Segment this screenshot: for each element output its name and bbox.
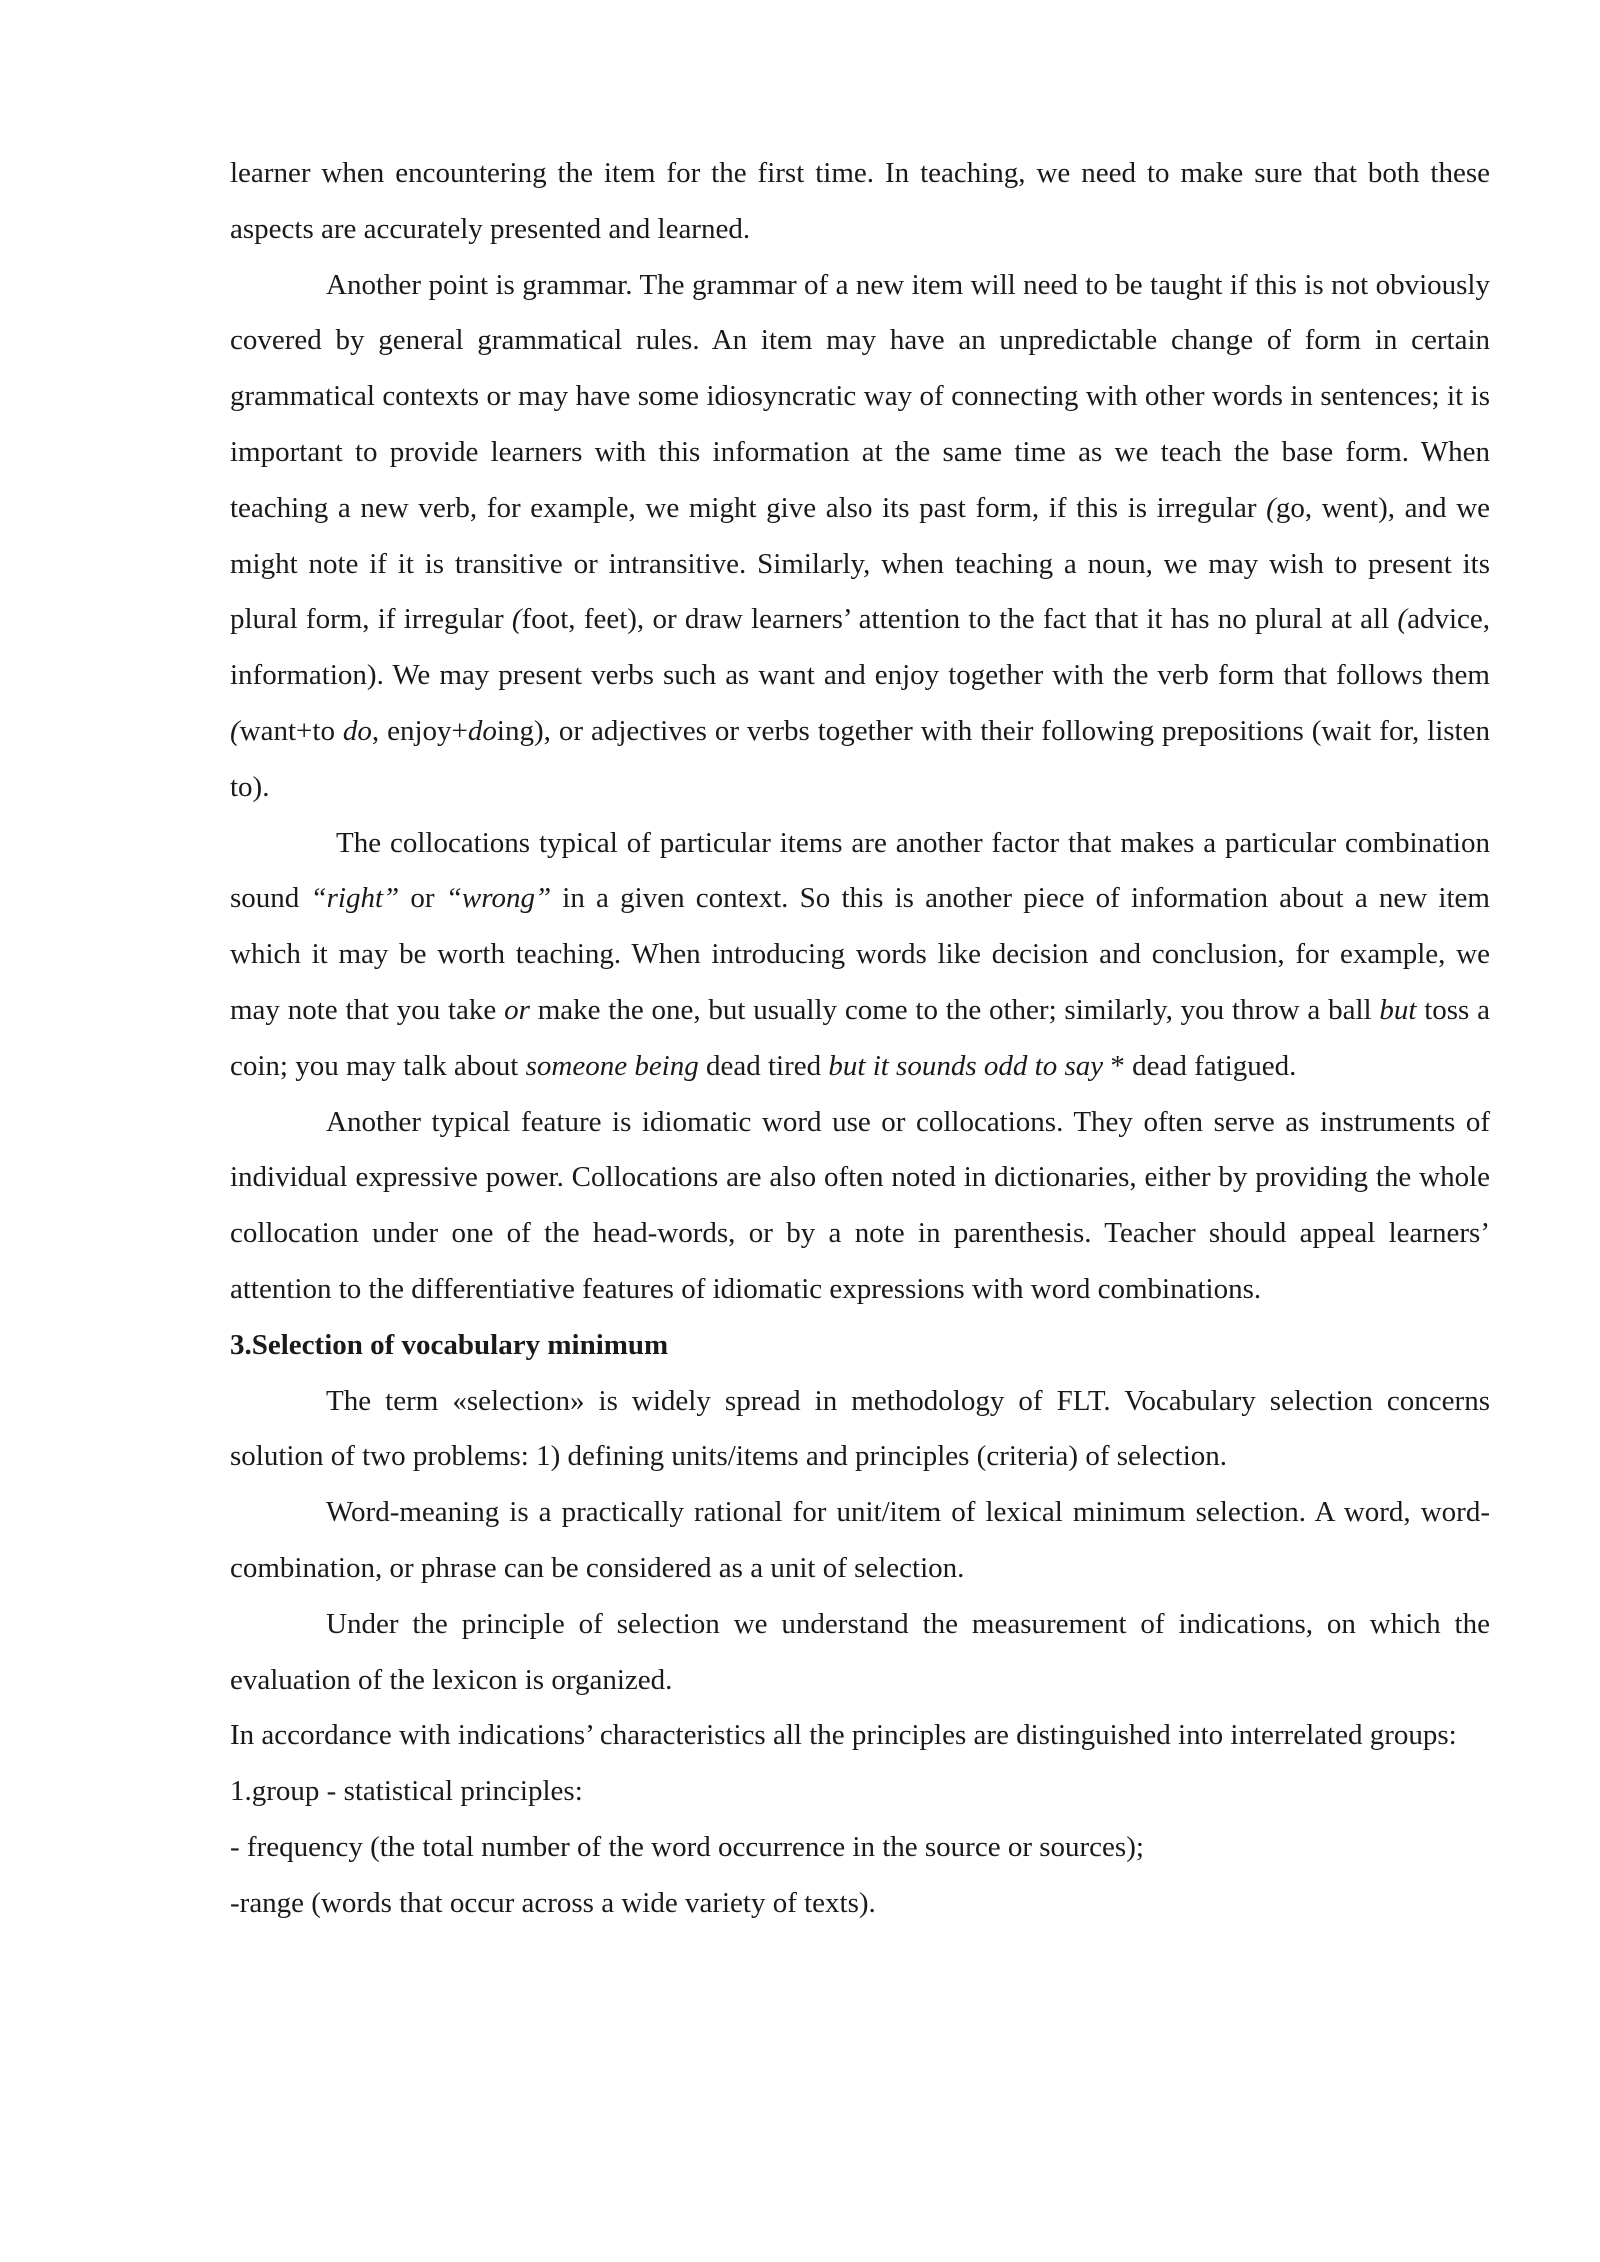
collocations-text-e: in a given context. So this is another piece of information about a new item which it may be worth teaching. When introducing words like decision and conclusion, for example, we may note that you take (230, 882, 1490, 1026)
list-group-1: 1.group - statistical principles: (230, 1775, 583, 1808)
paragraph-collocations (230, 816, 1490, 1095)
grammar-text-m: ing), or adjectives or verbs together with their following prepositions (wait for, listen to). (230, 714, 1490, 803)
grammar-paren-2: ( (511, 603, 522, 636)
grammar-paren-1: ( (1266, 491, 1276, 524)
collocations-right: “right” (310, 882, 400, 915)
section-heading: 3.Selection of vocabulary minimum (230, 1328, 669, 1361)
grammar-text-c: go, went), and we might note if it is transitive or intransitive. Similarly, when teaching a noun, we may wish to present its plural form, if irregular (230, 491, 1491, 636)
grammar-paren-3: ( (1397, 603, 1408, 636)
collocations-text-m: * dead fatigued. (1103, 1049, 1297, 1082)
grammar-do-2: do (467, 714, 497, 747)
collocations-text-a: The collocations typical of particular items are another factor that makes a particular combination sound (230, 826, 1490, 915)
paragraph-word-meaning: Word-meaning is a practically rational for unit/item of lexical minimum selection. A word, word-combination, or phrase can be considered as a unit of selection. (230, 1496, 1490, 1584)
grammar-text-e: foot, feet), or draw learners’ attention to the fact that it has no plural at all (521, 603, 1398, 636)
list-item-frequency: - frequency (the total number of the word occurrence in the source or sources); (230, 1830, 1144, 1863)
collocations-someone-being: someone being (525, 1049, 699, 1082)
collocations-wrong: “wrong” (445, 882, 552, 915)
list-item-range: -range (words that occur across a wide variety of texts). (230, 1886, 876, 1919)
collocations-text-c: or (399, 882, 446, 915)
collocations-text-g: make the one, but usually come to the other; similarly, you throw a ball (529, 993, 1380, 1026)
grammar-text-a: Another point is grammar. The grammar of a new item will need to be taught if this is not obviously covered by general grammatical rules. An item may have an unpredictable change of form in certain grammatical contexts or may have some idiosyncratic way of connecting with other words in sentences; it is important to provide learners with this information at the same time as we teach the base form. When teaching a new verb, for example, we might give also its past form, if this is irregular (230, 268, 1490, 524)
document-page (230, 146, 1490, 1932)
paragraph-continuation: learner when encountering the item for the first time. In teaching, we need to make sure that both these aspects are accurately presented and learned. (230, 157, 1490, 245)
collocations-but-1: but (1379, 993, 1417, 1026)
grammar-do-1: do (342, 714, 372, 747)
paragraph-groups: In accordance with indications’ characteristics all the principles are distinguished into interrelated groups: (230, 1719, 1457, 1752)
collocations-but-2: but it sounds odd to say (828, 1049, 1104, 1082)
grammar-text-g: advice, information). We may present verbs such as want and enjoy together with the verb form that follows them (230, 603, 1490, 692)
collocations-text-i: toss a coin; you may talk about (230, 993, 1491, 1082)
paragraph-principle: Under the principle of selection we understand the measurement of indications, on which the evaluation of the lexicon is organized. (230, 1607, 1490, 1696)
grammar-paren-4: ( (230, 714, 240, 747)
paragraph-selection-term: The term «selection» is widely spread in methodology of FLT. Vocabulary selection concerns solution of two problems: 1) defining units/items and principles (criteria) of selection. (230, 1384, 1490, 1473)
paragraph-grammar (230, 258, 1490, 816)
grammar-text-i: want+to (239, 714, 343, 747)
collocations-or: or (504, 993, 530, 1026)
paragraph-idiomatic: Another typical feature is idiomatic word use or collocations. They often serve as instruments of individual expressive power. Collocations are also often noted in dictionaries, either by providing the whole collocation under one of the head-words, or by a note in parenthesis. Teacher should appeal learners’ attention to the differentiative features of idiomatic expressions with word combinations. (230, 1105, 1490, 1305)
collocations-text-k: dead tired (698, 1049, 829, 1082)
grammar-text-k: , enjoy+ (371, 714, 468, 747)
